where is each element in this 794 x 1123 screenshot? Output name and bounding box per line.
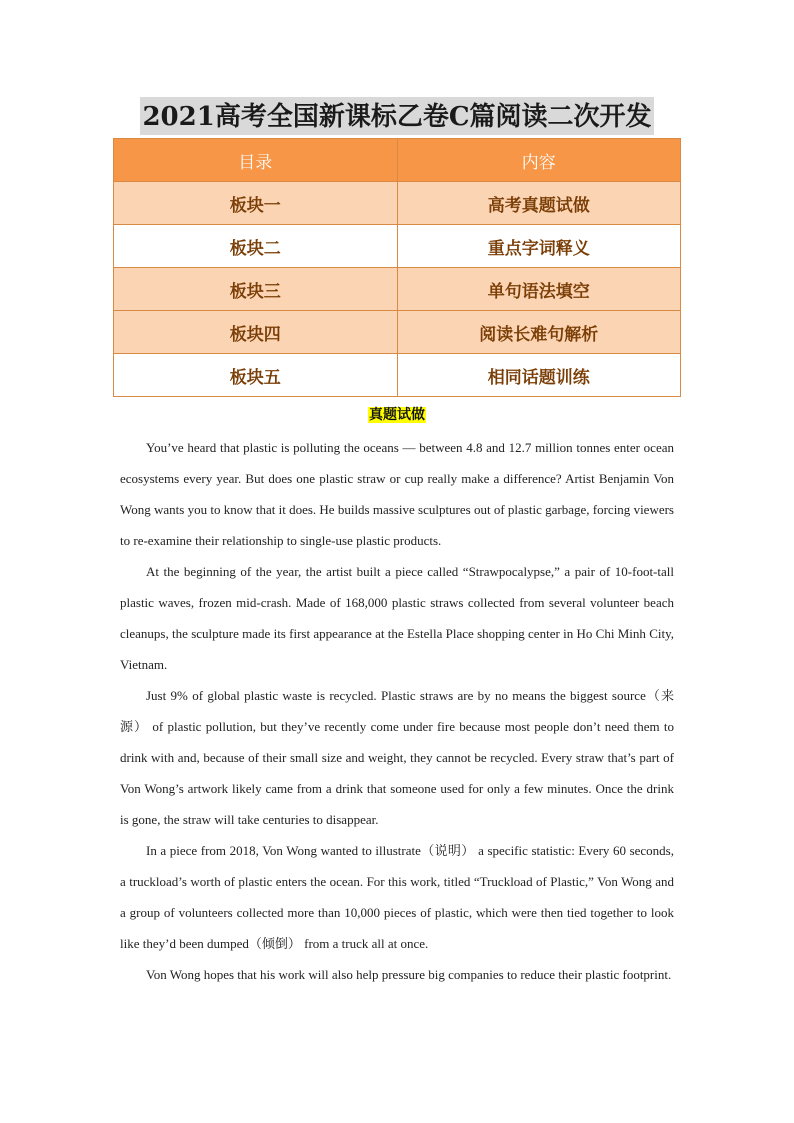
header-catalog: 目录 [114, 139, 398, 182]
header-content: 内容 [397, 139, 681, 182]
section-cell: 板块四 [114, 311, 398, 354]
section-cell: 板块五 [114, 354, 398, 397]
title-wrapper [0, 97, 794, 135]
table-header-row [114, 139, 681, 182]
table-row [114, 354, 681, 397]
document-title: 2021高考全国新课标乙卷C篇阅读二次开发 [140, 97, 653, 135]
table-row [114, 225, 681, 268]
section-cell: 板块二 [114, 225, 398, 268]
content-cell: 阅读长难句解析 [397, 311, 681, 354]
paragraph: Just 9% of global plastic waste is recycled. Plastic straws are by no means the biggest source（来源） of plastic pollution, but they’ve recently come under fire because most people don’t need them to drink with and, because of their small size and weight, they cannot be recycled. Every straw that’s part of Von Wong’s artwork likely came from a drink that someone used for only a few minutes. Once the drink is gone, the straw will take centuries to disappear. [120, 688, 674, 827]
section-heading [0, 404, 794, 424]
section-cell: 板块一 [114, 182, 398, 225]
table-row [114, 268, 681, 311]
table-row [114, 311, 681, 354]
paragraph: Von Wong hopes that his work will also help pressure big companies to reduce their plastic footprint. [146, 967, 672, 982]
paragraph: You’ve heard that plastic is polluting the oceans — between 4.8 and 12.7 million tonnes enter ocean ecosystems every year. But does one plastic straw or cup really make a difference? Artist Benjamin Von Wong wants you to know that it does. He builds massive sculptures out of plastic garbage, forcing viewers to re-examine their relationship to single-use plastic products. [120, 440, 674, 548]
content-cell: 单句语法填空 [397, 268, 681, 311]
content-cell: 相同话题训练 [397, 354, 681, 397]
contents-table [113, 138, 681, 397]
paragraph: At the beginning of the year, the artist built a piece called “Strawpocalypse,” a pair of 10-foot-tall plastic waves, frozen mid-crash. Made of 168,000 plastic straws collected from several volunteer beach cleanups, the sculpture made its first appearance at the Estella Place shopping center in Ho Chi Minh City, Vietnam. [120, 564, 674, 672]
table-row [114, 182, 681, 225]
section-cell: 板块三 [114, 268, 398, 311]
paragraph: In a piece from 2018, Von Wong wanted to illustrate（说明） a specific statistic: Every 60 seconds, a truckload’s worth of plastic enters the ocean. For this work, titled “Truckload of Plastic,” Von Wong and a group of volunteers collected more than 10,000 pieces of plastic, which were then tied together to look like they’d been dumped（倾倒） from a truck all at once. [120, 843, 674, 951]
section-label-highlight: 真题试做 [369, 407, 425, 423]
content-cell: 高考真题试做 [397, 182, 681, 225]
content-cell: 重点字词释义 [397, 225, 681, 268]
article-body [120, 432, 674, 990]
